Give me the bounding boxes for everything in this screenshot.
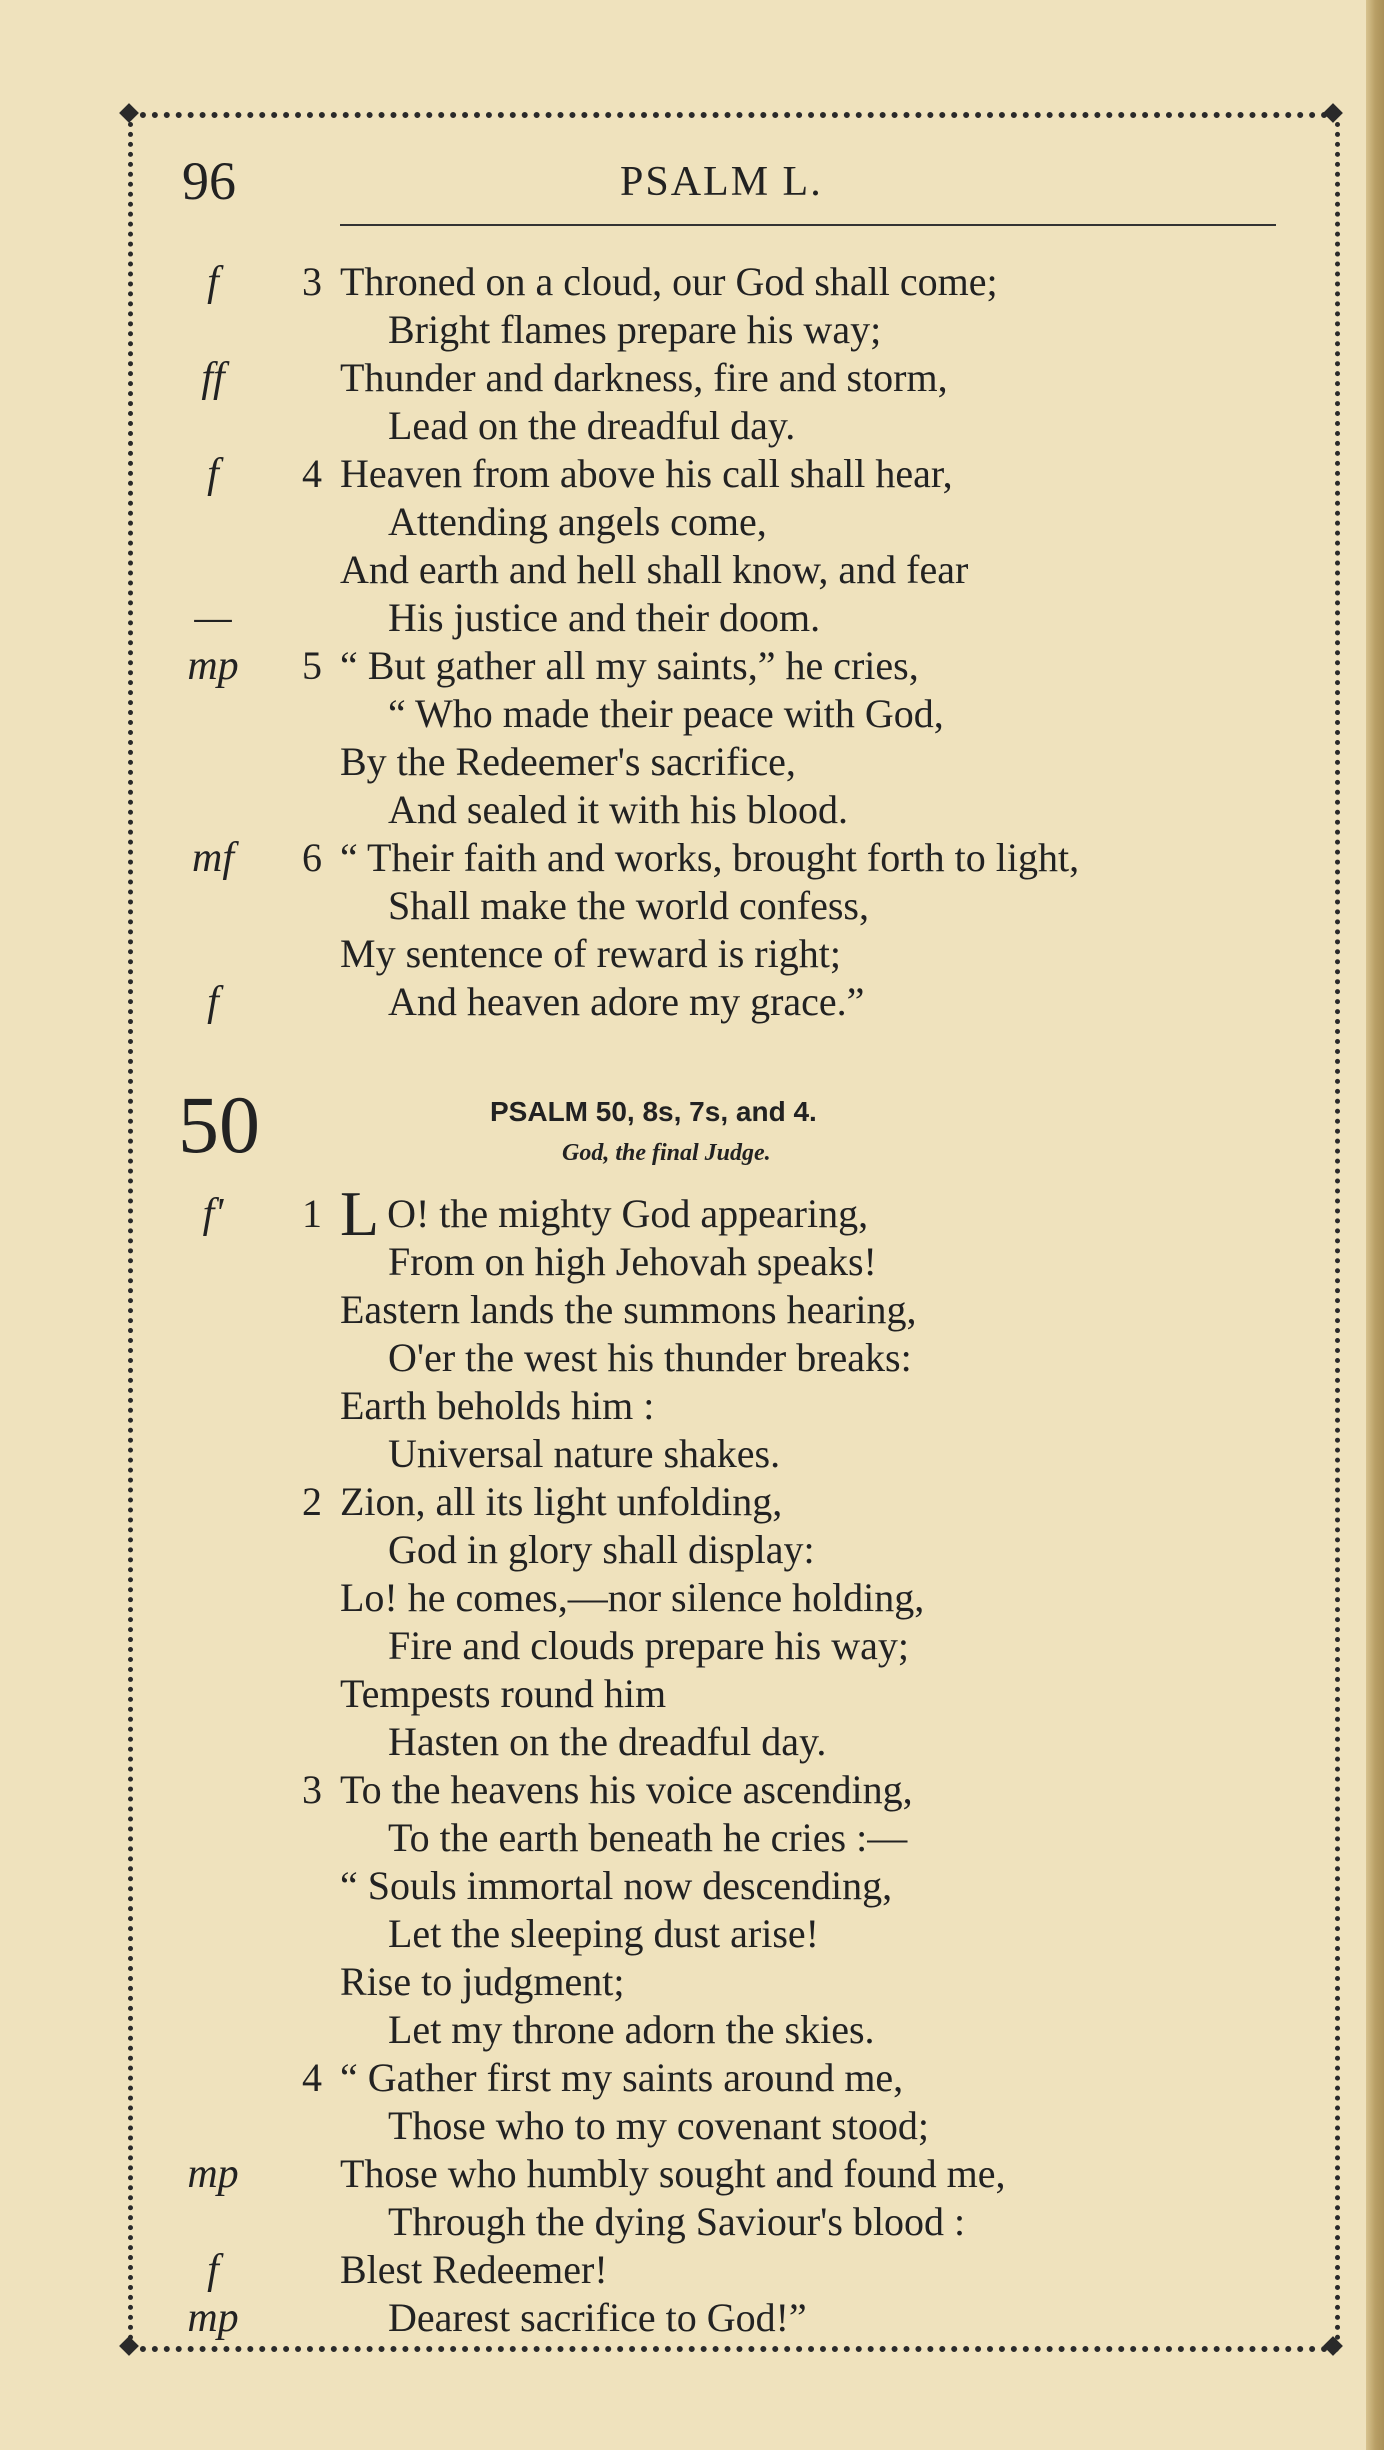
dynamic-marking: — — [194, 595, 232, 641]
hymn-line: Fire and clouds prepare his way; — [388, 1623, 909, 1668]
page-edge — [1366, 0, 1384, 2450]
hymn-line: Let my throne adorn the skies. — [388, 2007, 875, 2052]
hymn-line: O'er the west his thunder breaks: — [388, 1335, 912, 1380]
hymn-line-first — [340, 1178, 869, 1249]
hymn-line: Bright flames prepare his way; — [388, 307, 882, 352]
psalm-heading: PSALM 50, 8s, 7s, and 4. — [490, 1096, 817, 1127]
hymn-line: To the heavens his voice ascending, — [340, 1767, 913, 1812]
dynamic-marking: f — [207, 451, 219, 497]
hymn-line: “ Gather first my saints around me, — [340, 2055, 904, 2100]
hymn-line: Eastern lands the summons hearing, — [340, 1287, 917, 1332]
first-line-text: O! the mighty God appearing, — [387, 1191, 869, 1236]
hymn-line: By the Redeemer's sacrifice, — [340, 739, 796, 784]
header-rule — [340, 224, 1276, 226]
psalm-number: 50 — [178, 1079, 260, 1170]
hymn-line: Lo! he comes,—nor silence holding, — [340, 1575, 925, 1620]
verse-number: 2 — [302, 1479, 322, 1524]
verse-number: 3 — [302, 259, 322, 304]
hymn-line: Those who humbly sought and found me, — [340, 2151, 1006, 2196]
hymn-line: From on high Jehovah speaks! — [388, 1239, 877, 1284]
verse-number: 3 — [302, 1767, 322, 1812]
page-number: 96 — [182, 151, 236, 211]
dynamic-marking: mp — [187, 2151, 239, 2197]
hymn-line: Heaven from above his call shall hear, — [340, 451, 953, 496]
dynamic-marking: mf — [192, 835, 234, 881]
hymn-line: “ But gather all my saints,” he cries, — [340, 643, 919, 688]
hymn-line: Through the dying Saviour's blood : — [388, 2199, 966, 2244]
hymn-line: Throned on a cloud, our God shall come; — [340, 259, 998, 304]
hymn-line: And sealed it with his blood. — [388, 787, 848, 832]
hymn-line: And earth and hell shall know, and fear — [340, 547, 969, 592]
hymn-line: My sentence of reward is right; — [340, 931, 841, 976]
hymn-line: Hasten on the dreadful day. — [388, 1719, 827, 1764]
dynamic-marking: mp — [187, 2295, 239, 2341]
hymn-line: God in glory shall display: — [388, 1527, 815, 1572]
hymn-line: Dearest sacrifice to God!” — [388, 2295, 807, 2340]
verse-number: 4 — [302, 2055, 322, 2100]
hymn-line: “ Their faith and works, brought forth to light, — [340, 835, 1080, 880]
hymn-line: Thunder and darkness, fire and storm, — [340, 355, 948, 400]
hymn-line: Rise to judgment; — [340, 1959, 625, 2004]
hymn-line: Those who to my covenant stood; — [388, 2103, 930, 2148]
dynamic-marking: f' — [202, 1191, 224, 1237]
hymn-line: Lead on the dreadful day. — [388, 403, 796, 448]
drop-cap: L — [340, 1178, 380, 1249]
hymn-line: “ Who made their peace with God, — [388, 691, 944, 736]
hymn-line: Attending angels come, — [388, 499, 767, 544]
hymn-line: His justice and their doom. — [388, 595, 821, 640]
verse-number: 5 — [302, 643, 322, 688]
verse-number: 4 — [302, 451, 322, 496]
hymn-line: Tempests round him — [340, 1671, 667, 1716]
dynamic-marking: f — [207, 2247, 219, 2293]
psalm-subtitle: God, the final Judge. — [562, 1140, 771, 1166]
hymn-line: “ Souls immortal now descending, — [340, 1863, 893, 1908]
verse-number: 6 — [302, 835, 322, 880]
hymn-line: Let the sleeping dust arise! — [388, 1911, 819, 1956]
hymn-line: Earth beholds him : — [340, 1383, 655, 1428]
dynamic-marking: f — [207, 979, 219, 1025]
hymn-line: And heaven adore my grace.” — [388, 979, 865, 1024]
dynamic-marking: mp — [187, 643, 239, 689]
hymn-line: Blest Redeemer! — [340, 2247, 608, 2292]
verse-number: 1 — [302, 1191, 322, 1236]
dynamic-marking: ff — [201, 355, 225, 401]
hymn-line: Shall make the world confess, — [388, 883, 869, 928]
dynamic-marking: f — [207, 259, 219, 305]
hymn-line: To the earth beneath he cries :— — [388, 1815, 908, 1860]
hymn-line: Zion, all its light unfolding, — [340, 1479, 783, 1524]
hymn-line: Universal nature shakes. — [388, 1431, 781, 1476]
running-title: PSALM L. — [620, 159, 823, 205]
